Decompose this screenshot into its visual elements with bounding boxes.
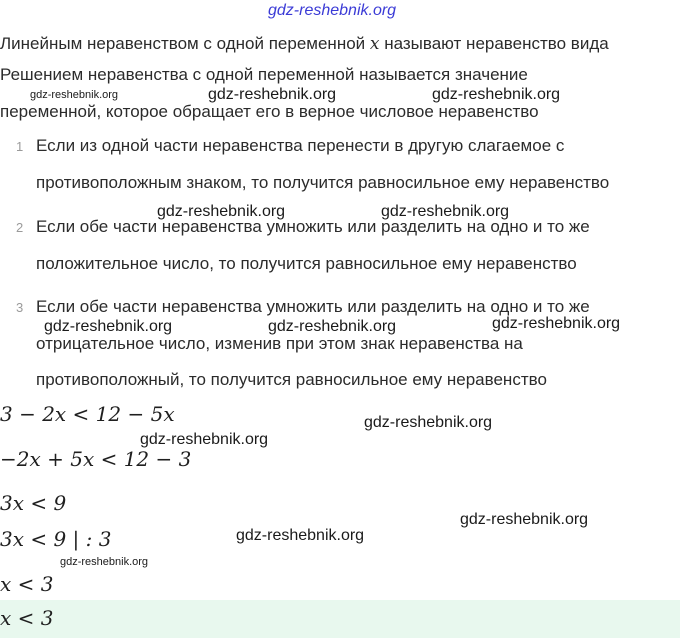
solution-step-4: 3x < 9 | : 3 — [0, 527, 112, 551]
solution-step-2: −2x + 5x < 12 − 3 — [0, 447, 192, 471]
watermark: gdz-reshebnik.org — [140, 431, 269, 448]
watermark: gdz-reshebnik.org — [44, 318, 173, 335]
definition-line-3: переменной, которое обращает его в верное числовое неравенство — [0, 102, 539, 121]
rule-1-line-1: Если из одной части неравенства перенести в другую слагаемое с — [36, 136, 565, 155]
rule-1-number: 1 — [16, 139, 24, 154]
rule-3-line-3: противоположный, то получится равносильное ему неравенство — [36, 370, 547, 389]
answer-text: x < 3 — [0, 606, 54, 630]
solution-step-5: x < 3 — [0, 572, 54, 596]
definition-line-1 — [0, 34, 609, 54]
rule-2-line-1: Если обе части неравенства умножить или разделить на одно и то же — [36, 217, 590, 236]
definition-line-2: Решением неравенства с одной переменной называется значение — [0, 65, 528, 84]
answer-box — [0, 600, 680, 638]
watermark: gdz-reshebnik.org — [492, 315, 621, 332]
watermark: gdz-reshebnik.org — [460, 511, 589, 528]
watermark-top: gdz-reshebnik.org — [268, 2, 397, 19]
definition-variable: x — [369, 34, 380, 54]
watermark: gdz-reshebnik.org — [432, 86, 561, 103]
rule-1-line-2: противоположным знаком, то получится равносильное ему неравенство — [36, 173, 610, 192]
watermark: gdz-reshebnik.org — [30, 89, 119, 101]
rule-3-line-1: Если обе части неравенства умножить или разделить на одно и то же — [36, 297, 590, 316]
watermark: gdz-reshebnik.org — [208, 86, 337, 103]
rule-2-line-2: положительное число, то получится равносильное ему неравенство — [36, 254, 577, 273]
solution-step-1: 3 − 2x < 12 − 5x — [0, 402, 175, 426]
watermark: gdz-reshebnik.org — [268, 318, 397, 335]
solution-step-3: 3x < 9 — [0, 491, 67, 515]
watermark: gdz-reshebnik.org — [364, 414, 493, 431]
watermark: gdz-reshebnik.org — [236, 527, 365, 544]
watermark: gdz-reshebnik.org — [60, 556, 149, 568]
watermark: gdz-reshebnik.org — [381, 203, 510, 220]
watermark: gdz-reshebnik.org — [157, 203, 286, 220]
definition-text-after: называют неравенство вида — [379, 34, 609, 53]
definition-text-before: Линейным неравенством с одной переменной — [0, 34, 370, 53]
rule-3-number: 3 — [16, 300, 24, 315]
rule-3-line-2: отрицательное число, изменив при этом знак неравенства на — [36, 334, 523, 353]
rule-2-number: 2 — [16, 220, 24, 235]
